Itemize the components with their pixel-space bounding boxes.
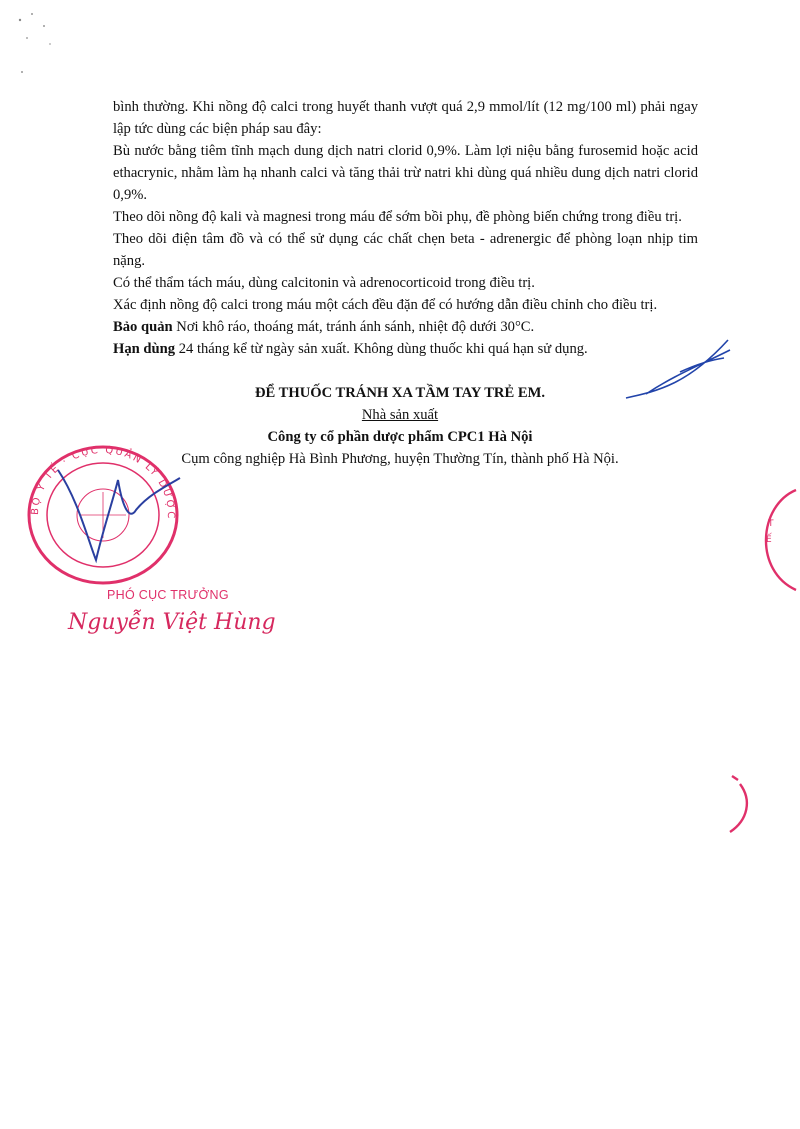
official-title: PHÓ CỤC TRƯỞNG bbox=[107, 588, 229, 602]
paragraph-dialysis: Có thể thẩm tách máu, dùng calcitonin và adrenocorticoid trong điều trị. bbox=[113, 275, 535, 291]
storage-text: Nơi khô ráo, thoáng mát, tránh ánh sánh, nhiệt độ dưới 30°C. bbox=[172, 319, 535, 335]
paragraph-calcium-check: Xác định nồng độ calci trong máu một cách đều đặn để có hướng dẫn điều chỉnh cho điều trị. bbox=[113, 297, 658, 313]
stamp-text: BỘ Y TẾ · CỤC QUẢN LÝ DƯỢC bbox=[29, 444, 177, 521]
shelf-life-line bbox=[113, 338, 698, 360]
official-name: Nguyễn Việt Hùng bbox=[68, 610, 276, 635]
paragraph-overdose-intro: bình thường. Khi nồng độ calci trong huyết thanh vượt quá 2,9 mmol/lít (12 mg/100 ml) phải ngay lập tức dùng các biện pháp sau đây: bbox=[113, 99, 698, 137]
shelf-life-label: Hạn dùng bbox=[113, 341, 176, 357]
svg-text:T: T bbox=[768, 519, 774, 529]
paragraph-potassium-monitoring: Theo dõi nồng độ kali và magnesi trong máu để sớm bồi phụ, đề phòng biến chứng trong điều trị. bbox=[113, 209, 682, 225]
paragraph-rehydration: Bù nước bằng tiêm tĩnh mạch dung dịch natri clorid 0,9%. Làm lợi niệu bằng furosemid hoặc acid ethacrynic, nhằm làm hạ nhanh calci và tăng thải trừ natri khi dùng quá nhiều dung dịch natri clorid 0,9%. bbox=[113, 143, 698, 203]
partial-stamp-right-edge bbox=[748, 486, 800, 596]
shelf-life-text: 24 tháng kể từ ngày sản xuất. Không dùng thuốc khi quá hạn sử dụng. bbox=[175, 341, 588, 357]
red-bracket-mark bbox=[718, 770, 758, 840]
scan-artifact-dots bbox=[0, 0, 60, 90]
keep-away-warning: ĐỂ THUỐC TRÁNH XA TẦM TAY TRẺ EM. bbox=[254, 385, 546, 401]
official-stamp bbox=[18, 440, 188, 590]
storage-line bbox=[113, 316, 698, 338]
storage-label: Bảo quản bbox=[113, 319, 173, 335]
svg-text:Ế: Ế bbox=[766, 535, 772, 545]
company-name: Công ty cổ phần dược phẩm CPC1 Hà Nội bbox=[267, 429, 533, 445]
svg-text:BỘ Y TẾ · CỤC QUẢN LÝ DƯỢC bbox=[29, 445, 176, 520]
company-address: Cụm công nghiệp Hà Bình Phương, huyện Thường Tín, thành phố Hà Nội. bbox=[181, 451, 619, 467]
manufacturer-heading: Nhà sản xuất bbox=[361, 407, 439, 423]
leaflet-body bbox=[113, 96, 698, 360]
paragraph-ecg-monitoring: Theo dõi điện tâm đồ và có thể sử dụng các chất chẹn beta - adrenergic để phòng loạn nhịp tim nặng. bbox=[113, 231, 698, 269]
